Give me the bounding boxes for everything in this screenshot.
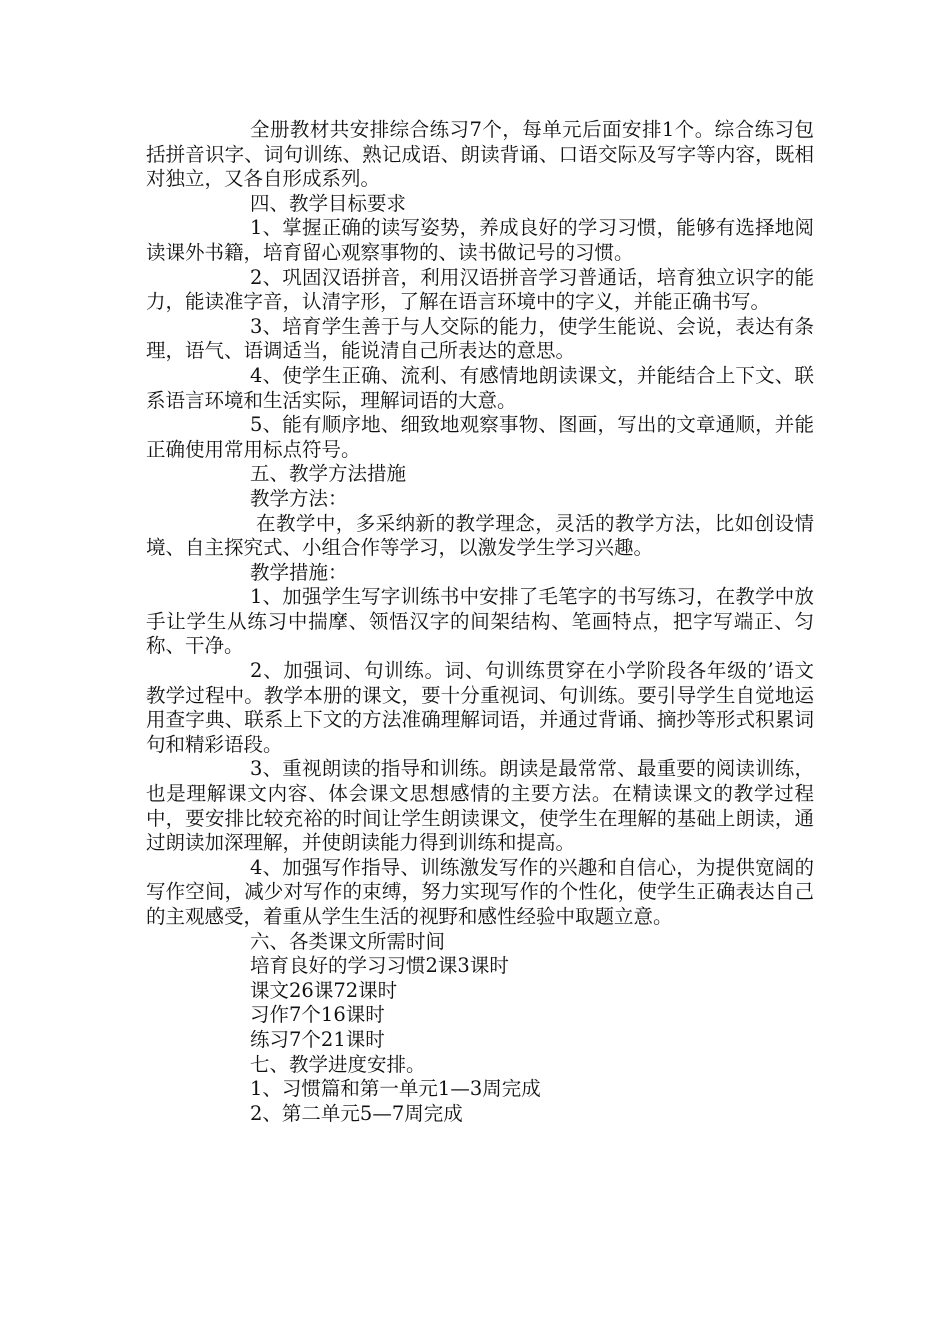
measure-item-4: 4、加强写作指导、训练激发写作的兴趣和自信心，为提供宽阔的写作空间，减少对写作的束缚，努力实现写作的个性化，使学生正确表达自己的主观感受，着重从学生生活的视野和感性经验中取题立意。 [146,855,814,928]
time-item-texts: 课文26课72课时 [250,978,398,1002]
measure-item-1: 1、加强学生写字训练书中安排了毛笔字的书写练习，在教学中放手让学生从练习中揣摩、领悟汉字的间架结构、笔画特点，把字写端正、匀称、干净。 [146,585,814,658]
subheading-teaching-methods: 教学方法： [250,486,348,510]
section-heading-teaching-goals: 四、教学目标要求 [250,191,407,215]
time-item-exercises: 练习7个21课时 [250,1027,385,1051]
section-heading-methods-measures: 五、教学方法措施 [250,462,407,486]
goal-item-3: 3、培育学生善于与人交际的能力，使学生能说、会说，表达有条理，语气、语调适当，能说清自己所表达的意思。 [146,314,814,363]
goal-item-5: 5、能有顺序地、细致地观察事物、图画，写出的文章通顺，并能正确使用常用标点符号。 [146,413,814,461]
subheading-teaching-measures: 教学措施： [250,560,348,584]
goal-item-4: 4、使学生正确、流利、有感情地朗读课文，并能结合上下文、联系语言环境和生活实际，理解词语的大意。 [146,363,814,412]
section-heading-lesson-time: 六、各类课文所需时间 [250,929,446,953]
document-body [146,118,814,1126]
goal-item-1: 1、掌握正确的读写姿势，养成良好的学习习惯，能够有选择地阅读课外书籍，培育留心观察事物的、读书做记号的习惯。 [146,216,814,264]
time-item-habits: 培育良好的学习习惯2课3课时 [250,954,509,978]
section-heading-schedule: 七、教学进度安排。 [250,1052,426,1076]
time-item-writing: 习作7个16课时 [250,1003,385,1027]
paragraph-exercises-overview: 全册教材共安排综合练习7个，每单元后面安排1个。综合练习包括拼音识字、词句训练、熟记成语、朗读背诵、口语交际及写字等内容，既相对独立，又各自形成系列。 [146,118,814,191]
measure-item-2: 2、加强词、句训练。词、句训练贯穿在小学阶段各年级的’语文教学过程中。教学本册的课文，要十分重视词、句训练。要引导学生自觉地运用查字典、联系上下文的方法准确理解词语，并通过背诵、摘抄等形式积累词句和精彩语段。 [146,659,814,756]
schedule-item-2: 2、第二单元5—7周完成 [250,1101,463,1125]
goal-item-2: 2、巩固汉语拼音，利用汉语拼音学习普通话，培育独立识字的能力，能读准字音，认清字形，了解在语言环境中的字义，并能正确书写。 [146,265,814,314]
paragraph-teaching-methods: 在教学中，多采纳新的教学理念，灵活的教学方法，比如创设情境、自主探究式、小组合作等学习，以激发学生学习兴趣。 [146,511,814,560]
schedule-item-1: 1、习惯篇和第一单元1—3周完成 [250,1077,541,1101]
measure-item-3: 3、重视朗读的指导和训练。朗读是最常常、最重要的阅读训练，也是理解课文内容、体会课文思想感情的主要方法。在精读课文的教学过程中，要安排比较充裕的时间让学生朗读课文，使学生在理解的基础上朗读，通过朗读加深理解，并使朗读能力得到训练和提高。 [146,757,814,855]
